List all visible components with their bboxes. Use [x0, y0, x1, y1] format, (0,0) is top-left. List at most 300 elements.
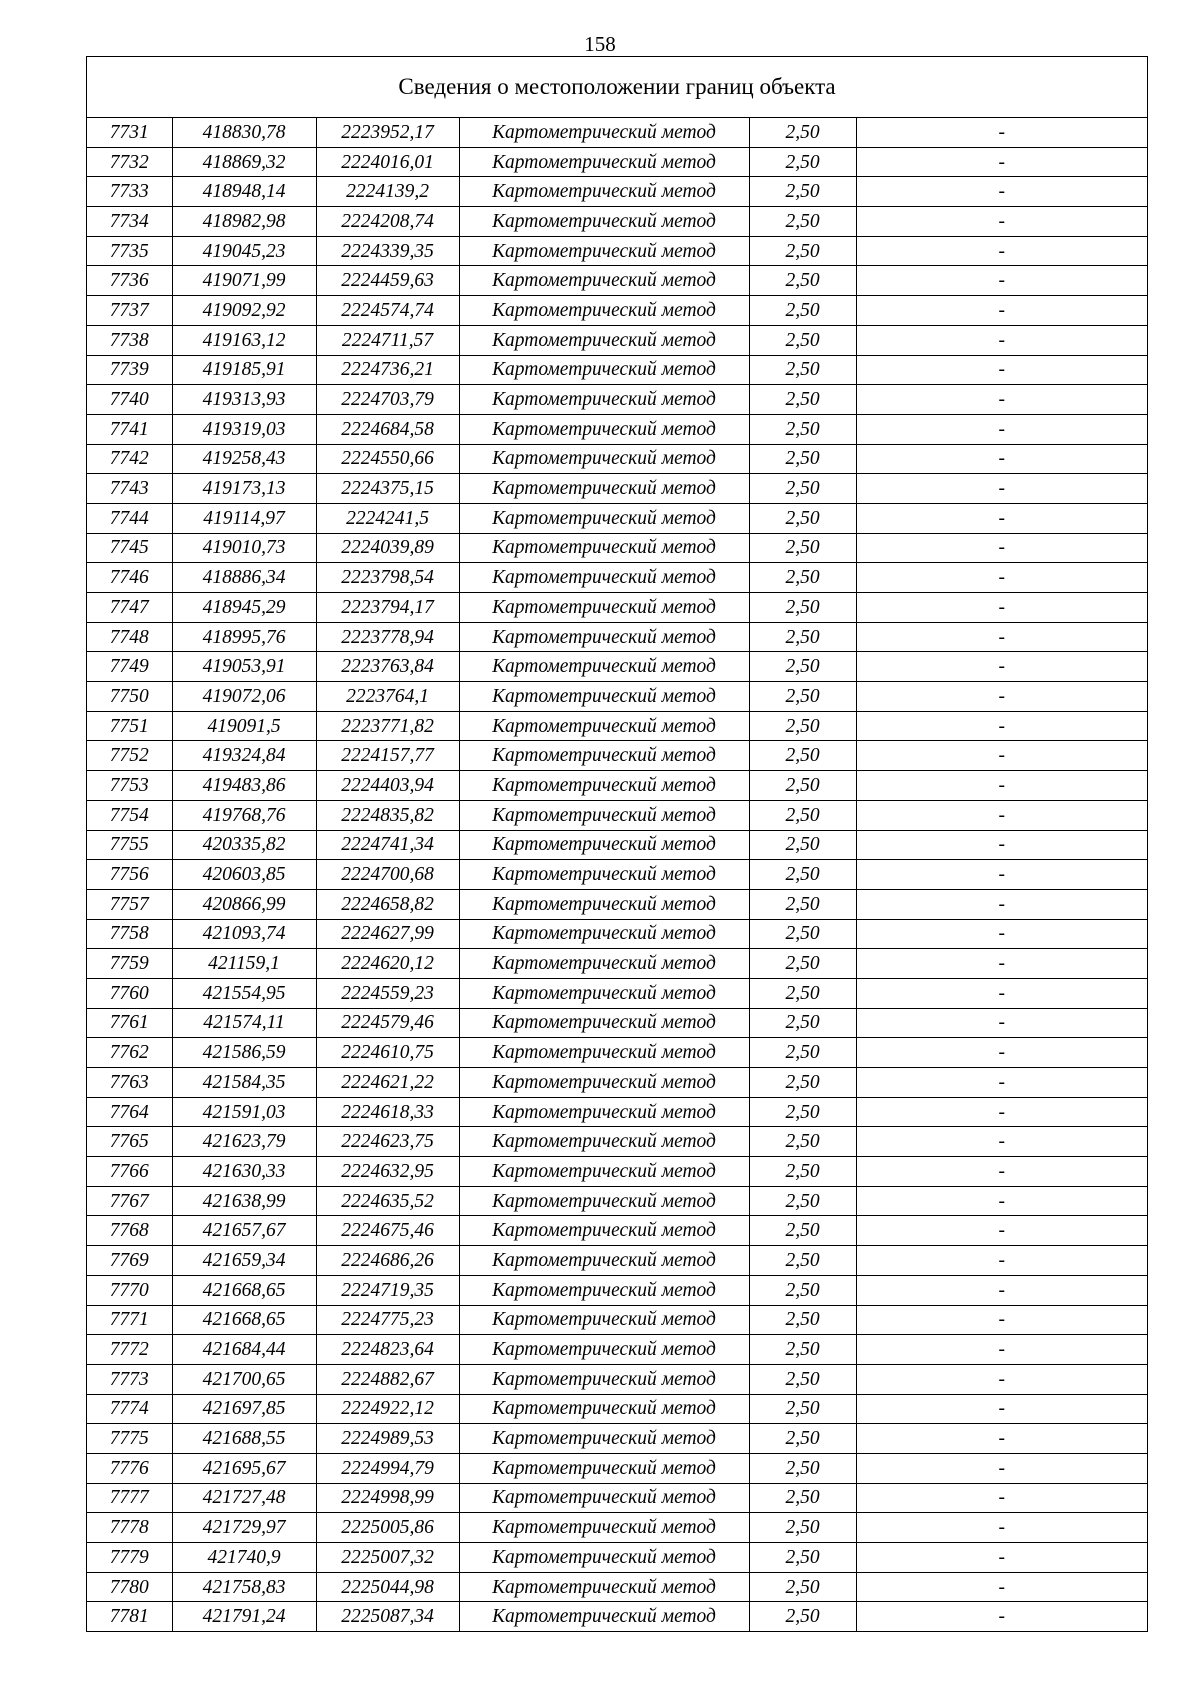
description-cell: -	[856, 1424, 1147, 1454]
table-row	[87, 1038, 1147, 1068]
method-cell: Картометрический метод	[459, 1572, 749, 1602]
description-cell: -	[856, 593, 1147, 623]
accuracy-cell: 2,50	[749, 593, 856, 623]
description-cell: -	[856, 236, 1147, 266]
table-body	[87, 118, 1147, 1631]
x-coordinate-cell: 421729,97	[172, 1513, 316, 1543]
table-row	[87, 771, 1147, 801]
accuracy-cell: 2,50	[749, 1008, 856, 1038]
description-cell: -	[856, 1186, 1147, 1216]
accuracy-cell: 2,50	[749, 503, 856, 533]
method-cell: Картометрический метод	[459, 1394, 749, 1424]
accuracy-cell: 2,50	[749, 118, 856, 147]
x-coordinate-cell: 421630,33	[172, 1157, 316, 1187]
y-coordinate-cell: 2224684,58	[316, 414, 459, 444]
description-cell: -	[856, 1543, 1147, 1573]
method-cell: Картометрический метод	[459, 563, 749, 593]
x-coordinate-cell: 418995,76	[172, 622, 316, 652]
description-cell: -	[856, 177, 1147, 207]
accuracy-cell: 2,50	[749, 1513, 856, 1543]
y-coordinate-cell: 2224157,77	[316, 741, 459, 771]
accuracy-cell: 2,50	[749, 533, 856, 563]
description-cell: -	[856, 444, 1147, 474]
description-cell: -	[856, 503, 1147, 533]
table-row	[87, 325, 1147, 355]
method-cell: Картометрический метод	[459, 771, 749, 801]
x-coordinate-cell: 419313,93	[172, 385, 316, 415]
point-number-cell: 7776	[87, 1453, 172, 1483]
description-cell: -	[856, 1335, 1147, 1365]
accuracy-cell: 2,50	[749, 1246, 856, 1276]
accuracy-cell: 2,50	[749, 711, 856, 741]
accuracy-cell: 2,50	[749, 296, 856, 326]
point-number-cell: 7741	[87, 414, 172, 444]
x-coordinate-cell: 421159,1	[172, 949, 316, 979]
description-cell: -	[856, 296, 1147, 326]
method-cell: Картометрический метод	[459, 682, 749, 712]
description-cell: -	[856, 800, 1147, 830]
table-row	[87, 830, 1147, 860]
x-coordinate-cell: 421554,95	[172, 978, 316, 1008]
y-coordinate-cell: 2224635,52	[316, 1186, 459, 1216]
x-coordinate-cell: 421584,35	[172, 1068, 316, 1098]
accuracy-cell: 2,50	[749, 1157, 856, 1187]
table-row	[87, 1572, 1147, 1602]
accuracy-cell: 2,50	[749, 1097, 856, 1127]
description-cell: -	[856, 385, 1147, 415]
method-cell: Картометрический метод	[459, 1068, 749, 1098]
x-coordinate-cell: 421093,74	[172, 919, 316, 949]
accuracy-cell: 2,50	[749, 622, 856, 652]
y-coordinate-cell: 2224632,95	[316, 1157, 459, 1187]
table-row	[87, 177, 1147, 207]
method-cell: Картометрический метод	[459, 800, 749, 830]
method-cell: Картометрический метод	[459, 503, 749, 533]
point-number-cell: 7737	[87, 296, 172, 326]
table-row	[87, 296, 1147, 326]
table-row	[87, 533, 1147, 563]
table-row	[87, 147, 1147, 177]
y-coordinate-cell: 2224620,12	[316, 949, 459, 979]
y-coordinate-cell: 2224703,79	[316, 385, 459, 415]
x-coordinate-cell: 421623,79	[172, 1127, 316, 1157]
y-coordinate-cell: 2224139,2	[316, 177, 459, 207]
table-row	[87, 444, 1147, 474]
y-coordinate-cell: 2224016,01	[316, 147, 459, 177]
table-row	[87, 1275, 1147, 1305]
point-number-cell: 7766	[87, 1157, 172, 1187]
y-coordinate-cell: 2224686,26	[316, 1246, 459, 1276]
method-cell: Картометрический метод	[459, 830, 749, 860]
y-coordinate-cell: 2224550,66	[316, 444, 459, 474]
description-cell: -	[856, 266, 1147, 296]
point-number-cell: 7747	[87, 593, 172, 623]
y-coordinate-cell: 2223794,17	[316, 593, 459, 623]
accuracy-cell: 2,50	[749, 1424, 856, 1454]
accuracy-cell: 2,50	[749, 1038, 856, 1068]
point-number-cell: 7775	[87, 1424, 172, 1454]
description-cell: -	[856, 949, 1147, 979]
point-number-cell: 7742	[87, 444, 172, 474]
description-cell: -	[856, 325, 1147, 355]
table-row	[87, 236, 1147, 266]
point-number-cell: 7745	[87, 533, 172, 563]
y-coordinate-cell: 2225044,98	[316, 1572, 459, 1602]
point-number-cell: 7749	[87, 652, 172, 682]
description-cell: -	[856, 1275, 1147, 1305]
y-coordinate-cell: 2224574,74	[316, 296, 459, 326]
method-cell: Картометрический метод	[459, 1305, 749, 1335]
y-coordinate-cell: 2224579,46	[316, 1008, 459, 1038]
point-number-cell: 7761	[87, 1008, 172, 1038]
description-cell: -	[856, 919, 1147, 949]
point-number-cell: 7743	[87, 474, 172, 504]
method-cell: Картометрический метод	[459, 1275, 749, 1305]
x-coordinate-cell: 421586,59	[172, 1038, 316, 1068]
x-coordinate-cell: 421591,03	[172, 1097, 316, 1127]
x-coordinate-cell: 421791,24	[172, 1602, 316, 1631]
description-cell: -	[856, 414, 1147, 444]
x-coordinate-cell: 419173,13	[172, 474, 316, 504]
point-number-cell: 7739	[87, 355, 172, 385]
method-cell: Картометрический метод	[459, 860, 749, 890]
point-number-cell: 7759	[87, 949, 172, 979]
description-cell: -	[856, 622, 1147, 652]
point-number-cell: 7744	[87, 503, 172, 533]
description-cell: -	[856, 1157, 1147, 1187]
point-number-cell: 7780	[87, 1572, 172, 1602]
accuracy-cell: 2,50	[749, 474, 856, 504]
x-coordinate-cell: 419483,86	[172, 771, 316, 801]
table-row	[87, 889, 1147, 919]
method-cell: Картометрический метод	[459, 118, 749, 147]
point-number-cell: 7753	[87, 771, 172, 801]
table-row	[87, 1186, 1147, 1216]
table-row	[87, 414, 1147, 444]
point-number-cell: 7758	[87, 919, 172, 949]
page-number: 158	[584, 32, 616, 56]
table-row	[87, 1246, 1147, 1276]
point-number-cell: 7781	[87, 1602, 172, 1631]
accuracy-cell: 2,50	[749, 355, 856, 385]
method-cell: Картометрический метод	[459, 1364, 749, 1394]
y-coordinate-cell: 2224775,23	[316, 1305, 459, 1335]
method-cell: Картометрический метод	[459, 207, 749, 237]
x-coordinate-cell: 419045,23	[172, 236, 316, 266]
accuracy-cell: 2,50	[749, 741, 856, 771]
y-coordinate-cell: 2224719,35	[316, 1275, 459, 1305]
y-coordinate-cell: 2224736,21	[316, 355, 459, 385]
method-cell: Картометрический метод	[459, 385, 749, 415]
method-cell: Картометрический метод	[459, 296, 749, 326]
x-coordinate-cell: 421659,34	[172, 1246, 316, 1276]
x-coordinate-cell: 421758,83	[172, 1572, 316, 1602]
method-cell: Картометрический метод	[459, 1008, 749, 1038]
method-cell: Картометрический метод	[459, 1127, 749, 1157]
description-cell: -	[856, 830, 1147, 860]
x-coordinate-cell: 421574,11	[172, 1008, 316, 1038]
accuracy-cell: 2,50	[749, 266, 856, 296]
x-coordinate-cell: 418869,32	[172, 147, 316, 177]
point-number-cell: 7767	[87, 1186, 172, 1216]
accuracy-cell: 2,50	[749, 236, 856, 266]
method-cell: Картометрический метод	[459, 711, 749, 741]
description-cell: -	[856, 1038, 1147, 1068]
x-coordinate-cell: 420335,82	[172, 830, 316, 860]
point-number-cell: 7755	[87, 830, 172, 860]
table-row	[87, 1543, 1147, 1573]
point-number-cell: 7733	[87, 177, 172, 207]
accuracy-cell: 2,50	[749, 563, 856, 593]
point-number-cell: 7769	[87, 1246, 172, 1276]
table-row	[87, 563, 1147, 593]
accuracy-cell: 2,50	[749, 177, 856, 207]
description-cell: -	[856, 474, 1147, 504]
accuracy-cell: 2,50	[749, 385, 856, 415]
table-row	[87, 741, 1147, 771]
accuracy-cell: 2,50	[749, 919, 856, 949]
x-coordinate-cell: 421688,55	[172, 1424, 316, 1454]
accuracy-cell: 2,50	[749, 1364, 856, 1394]
accuracy-cell: 2,50	[749, 1127, 856, 1157]
table-row	[87, 622, 1147, 652]
description-cell: -	[856, 711, 1147, 741]
x-coordinate-cell: 418982,98	[172, 207, 316, 237]
accuracy-cell: 2,50	[749, 147, 856, 177]
point-number-cell: 7740	[87, 385, 172, 415]
table-row	[87, 1216, 1147, 1246]
x-coordinate-cell: 419768,76	[172, 800, 316, 830]
point-number-cell: 7760	[87, 978, 172, 1008]
table-heading: Сведения о местоположении границ объекта	[87, 57, 1147, 118]
y-coordinate-cell: 2224375,15	[316, 474, 459, 504]
x-coordinate-cell: 418945,29	[172, 593, 316, 623]
point-number-cell: 7774	[87, 1394, 172, 1424]
point-number-cell: 7768	[87, 1216, 172, 1246]
x-coordinate-cell: 421695,67	[172, 1453, 316, 1483]
point-number-cell: 7751	[87, 711, 172, 741]
x-coordinate-cell: 419319,03	[172, 414, 316, 444]
y-coordinate-cell: 2225005,86	[316, 1513, 459, 1543]
method-cell: Картометрический метод	[459, 1157, 749, 1187]
x-coordinate-cell: 419258,43	[172, 444, 316, 474]
y-coordinate-cell: 2224627,99	[316, 919, 459, 949]
method-cell: Картометрический метод	[459, 414, 749, 444]
table-row	[87, 503, 1147, 533]
boundary-points-table	[87, 118, 1147, 1631]
x-coordinate-cell: 421638,99	[172, 1186, 316, 1216]
table-row	[87, 978, 1147, 1008]
y-coordinate-cell: 2224610,75	[316, 1038, 459, 1068]
y-coordinate-cell: 2223798,54	[316, 563, 459, 593]
point-number-cell: 7732	[87, 147, 172, 177]
description-cell: -	[856, 147, 1147, 177]
description-cell: -	[856, 1068, 1147, 1098]
y-coordinate-cell: 2224623,75	[316, 1127, 459, 1157]
table-row	[87, 1424, 1147, 1454]
x-coordinate-cell: 418886,34	[172, 563, 316, 593]
accuracy-cell: 2,50	[749, 771, 856, 801]
x-coordinate-cell: 419071,99	[172, 266, 316, 296]
x-coordinate-cell: 419114,97	[172, 503, 316, 533]
point-number-cell: 7762	[87, 1038, 172, 1068]
table-row	[87, 1453, 1147, 1483]
accuracy-cell: 2,50	[749, 1543, 856, 1573]
y-coordinate-cell: 2224711,57	[316, 325, 459, 355]
method-cell: Картометрический метод	[459, 1246, 749, 1276]
y-coordinate-cell: 2224618,33	[316, 1097, 459, 1127]
description-cell: -	[856, 207, 1147, 237]
table-row	[87, 1602, 1147, 1631]
description-cell: -	[856, 978, 1147, 1008]
point-number-cell: 7754	[87, 800, 172, 830]
x-coordinate-cell: 421668,65	[172, 1275, 316, 1305]
accuracy-cell: 2,50	[749, 1068, 856, 1098]
accuracy-cell: 2,50	[749, 860, 856, 890]
y-coordinate-cell: 2224700,68	[316, 860, 459, 890]
x-coordinate-cell: 421697,85	[172, 1394, 316, 1424]
method-cell: Картометрический метод	[459, 177, 749, 207]
table-row	[87, 1335, 1147, 1365]
description-cell: -	[856, 1572, 1147, 1602]
accuracy-cell: 2,50	[749, 682, 856, 712]
point-number-cell: 7763	[87, 1068, 172, 1098]
method-cell: Картометрический метод	[459, 147, 749, 177]
table-row	[87, 207, 1147, 237]
point-number-cell: 7764	[87, 1097, 172, 1127]
y-coordinate-cell: 2223771,82	[316, 711, 459, 741]
description-cell: -	[856, 652, 1147, 682]
y-coordinate-cell: 2224882,67	[316, 1364, 459, 1394]
method-cell: Картометрический метод	[459, 652, 749, 682]
description-cell: -	[856, 355, 1147, 385]
table-row	[87, 682, 1147, 712]
description-cell: -	[856, 1602, 1147, 1631]
table-row	[87, 593, 1147, 623]
accuracy-cell: 2,50	[749, 207, 856, 237]
table-row	[87, 474, 1147, 504]
point-number-cell: 7756	[87, 860, 172, 890]
x-coordinate-cell: 420866,99	[172, 889, 316, 919]
point-number-cell: 7779	[87, 1543, 172, 1573]
method-cell: Картометрический метод	[459, 1186, 749, 1216]
table-row	[87, 1008, 1147, 1038]
point-number-cell: 7735	[87, 236, 172, 266]
table-row	[87, 1364, 1147, 1394]
table-row	[87, 1305, 1147, 1335]
table-row	[87, 919, 1147, 949]
y-coordinate-cell: 2224559,23	[316, 978, 459, 1008]
y-coordinate-cell: 2224989,53	[316, 1424, 459, 1454]
description-cell: -	[856, 533, 1147, 563]
x-coordinate-cell: 421684,44	[172, 1335, 316, 1365]
description-cell: -	[856, 563, 1147, 593]
method-cell: Картометрический метод	[459, 444, 749, 474]
method-cell: Картометрический метод	[459, 593, 749, 623]
accuracy-cell: 2,50	[749, 800, 856, 830]
point-number-cell: 7771	[87, 1305, 172, 1335]
method-cell: Картометрический метод	[459, 1216, 749, 1246]
y-coordinate-cell: 2224823,64	[316, 1335, 459, 1365]
accuracy-cell: 2,50	[749, 1572, 856, 1602]
y-coordinate-cell: 2224241,5	[316, 503, 459, 533]
accuracy-cell: 2,50	[749, 1186, 856, 1216]
description-cell: -	[856, 860, 1147, 890]
table-row	[87, 118, 1147, 147]
table-row	[87, 355, 1147, 385]
method-cell: Картометрический метод	[459, 266, 749, 296]
method-cell: Картометрический метод	[459, 1097, 749, 1127]
method-cell: Картометрический метод	[459, 1483, 749, 1513]
description-cell: -	[856, 1364, 1147, 1394]
y-coordinate-cell: 2224403,94	[316, 771, 459, 801]
table-row	[87, 1097, 1147, 1127]
method-cell: Картометрический метод	[459, 1602, 749, 1631]
description-cell: -	[856, 771, 1147, 801]
point-number-cell: 7757	[87, 889, 172, 919]
x-coordinate-cell: 419324,84	[172, 741, 316, 771]
description-cell: -	[856, 1453, 1147, 1483]
table-row	[87, 1394, 1147, 1424]
description-cell: -	[856, 889, 1147, 919]
point-number-cell: 7770	[87, 1275, 172, 1305]
description-cell: -	[856, 1246, 1147, 1276]
method-cell: Картометрический метод	[459, 1513, 749, 1543]
accuracy-cell: 2,50	[749, 889, 856, 919]
method-cell: Картометрический метод	[459, 355, 749, 385]
description-cell: -	[856, 1513, 1147, 1543]
boundary-table-frame	[86, 56, 1148, 1632]
method-cell: Картометрический метод	[459, 622, 749, 652]
method-cell: Картометрический метод	[459, 236, 749, 266]
point-number-cell: 7773	[87, 1364, 172, 1394]
method-cell: Картометрический метод	[459, 741, 749, 771]
method-cell: Картометрический метод	[459, 474, 749, 504]
y-coordinate-cell: 2224621,22	[316, 1068, 459, 1098]
method-cell: Картометрический метод	[459, 1335, 749, 1365]
accuracy-cell: 2,50	[749, 1275, 856, 1305]
point-number-cell: 7772	[87, 1335, 172, 1365]
accuracy-cell: 2,50	[749, 1453, 856, 1483]
y-coordinate-cell: 2224208,74	[316, 207, 459, 237]
accuracy-cell: 2,50	[749, 1305, 856, 1335]
x-coordinate-cell: 419091,5	[172, 711, 316, 741]
point-number-cell: 7750	[87, 682, 172, 712]
table-row	[87, 266, 1147, 296]
y-coordinate-cell: 2224675,46	[316, 1216, 459, 1246]
point-number-cell: 7736	[87, 266, 172, 296]
table-row	[87, 1127, 1147, 1157]
accuracy-cell: 2,50	[749, 949, 856, 979]
method-cell: Картометрический метод	[459, 325, 749, 355]
y-coordinate-cell: 2223764,1	[316, 682, 459, 712]
description-cell: -	[856, 741, 1147, 771]
table-row	[87, 1483, 1147, 1513]
description-cell: -	[856, 1483, 1147, 1513]
point-number-cell: 7738	[87, 325, 172, 355]
x-coordinate-cell: 418948,14	[172, 177, 316, 207]
method-cell: Картометрический метод	[459, 1424, 749, 1454]
x-coordinate-cell: 421668,65	[172, 1305, 316, 1335]
y-coordinate-cell: 2225007,32	[316, 1543, 459, 1573]
method-cell: Картометрический метод	[459, 919, 749, 949]
accuracy-cell: 2,50	[749, 325, 856, 355]
table-row	[87, 1157, 1147, 1187]
point-number-cell: 7778	[87, 1513, 172, 1543]
accuracy-cell: 2,50	[749, 1335, 856, 1365]
accuracy-cell: 2,50	[749, 1483, 856, 1513]
table-row	[87, 800, 1147, 830]
